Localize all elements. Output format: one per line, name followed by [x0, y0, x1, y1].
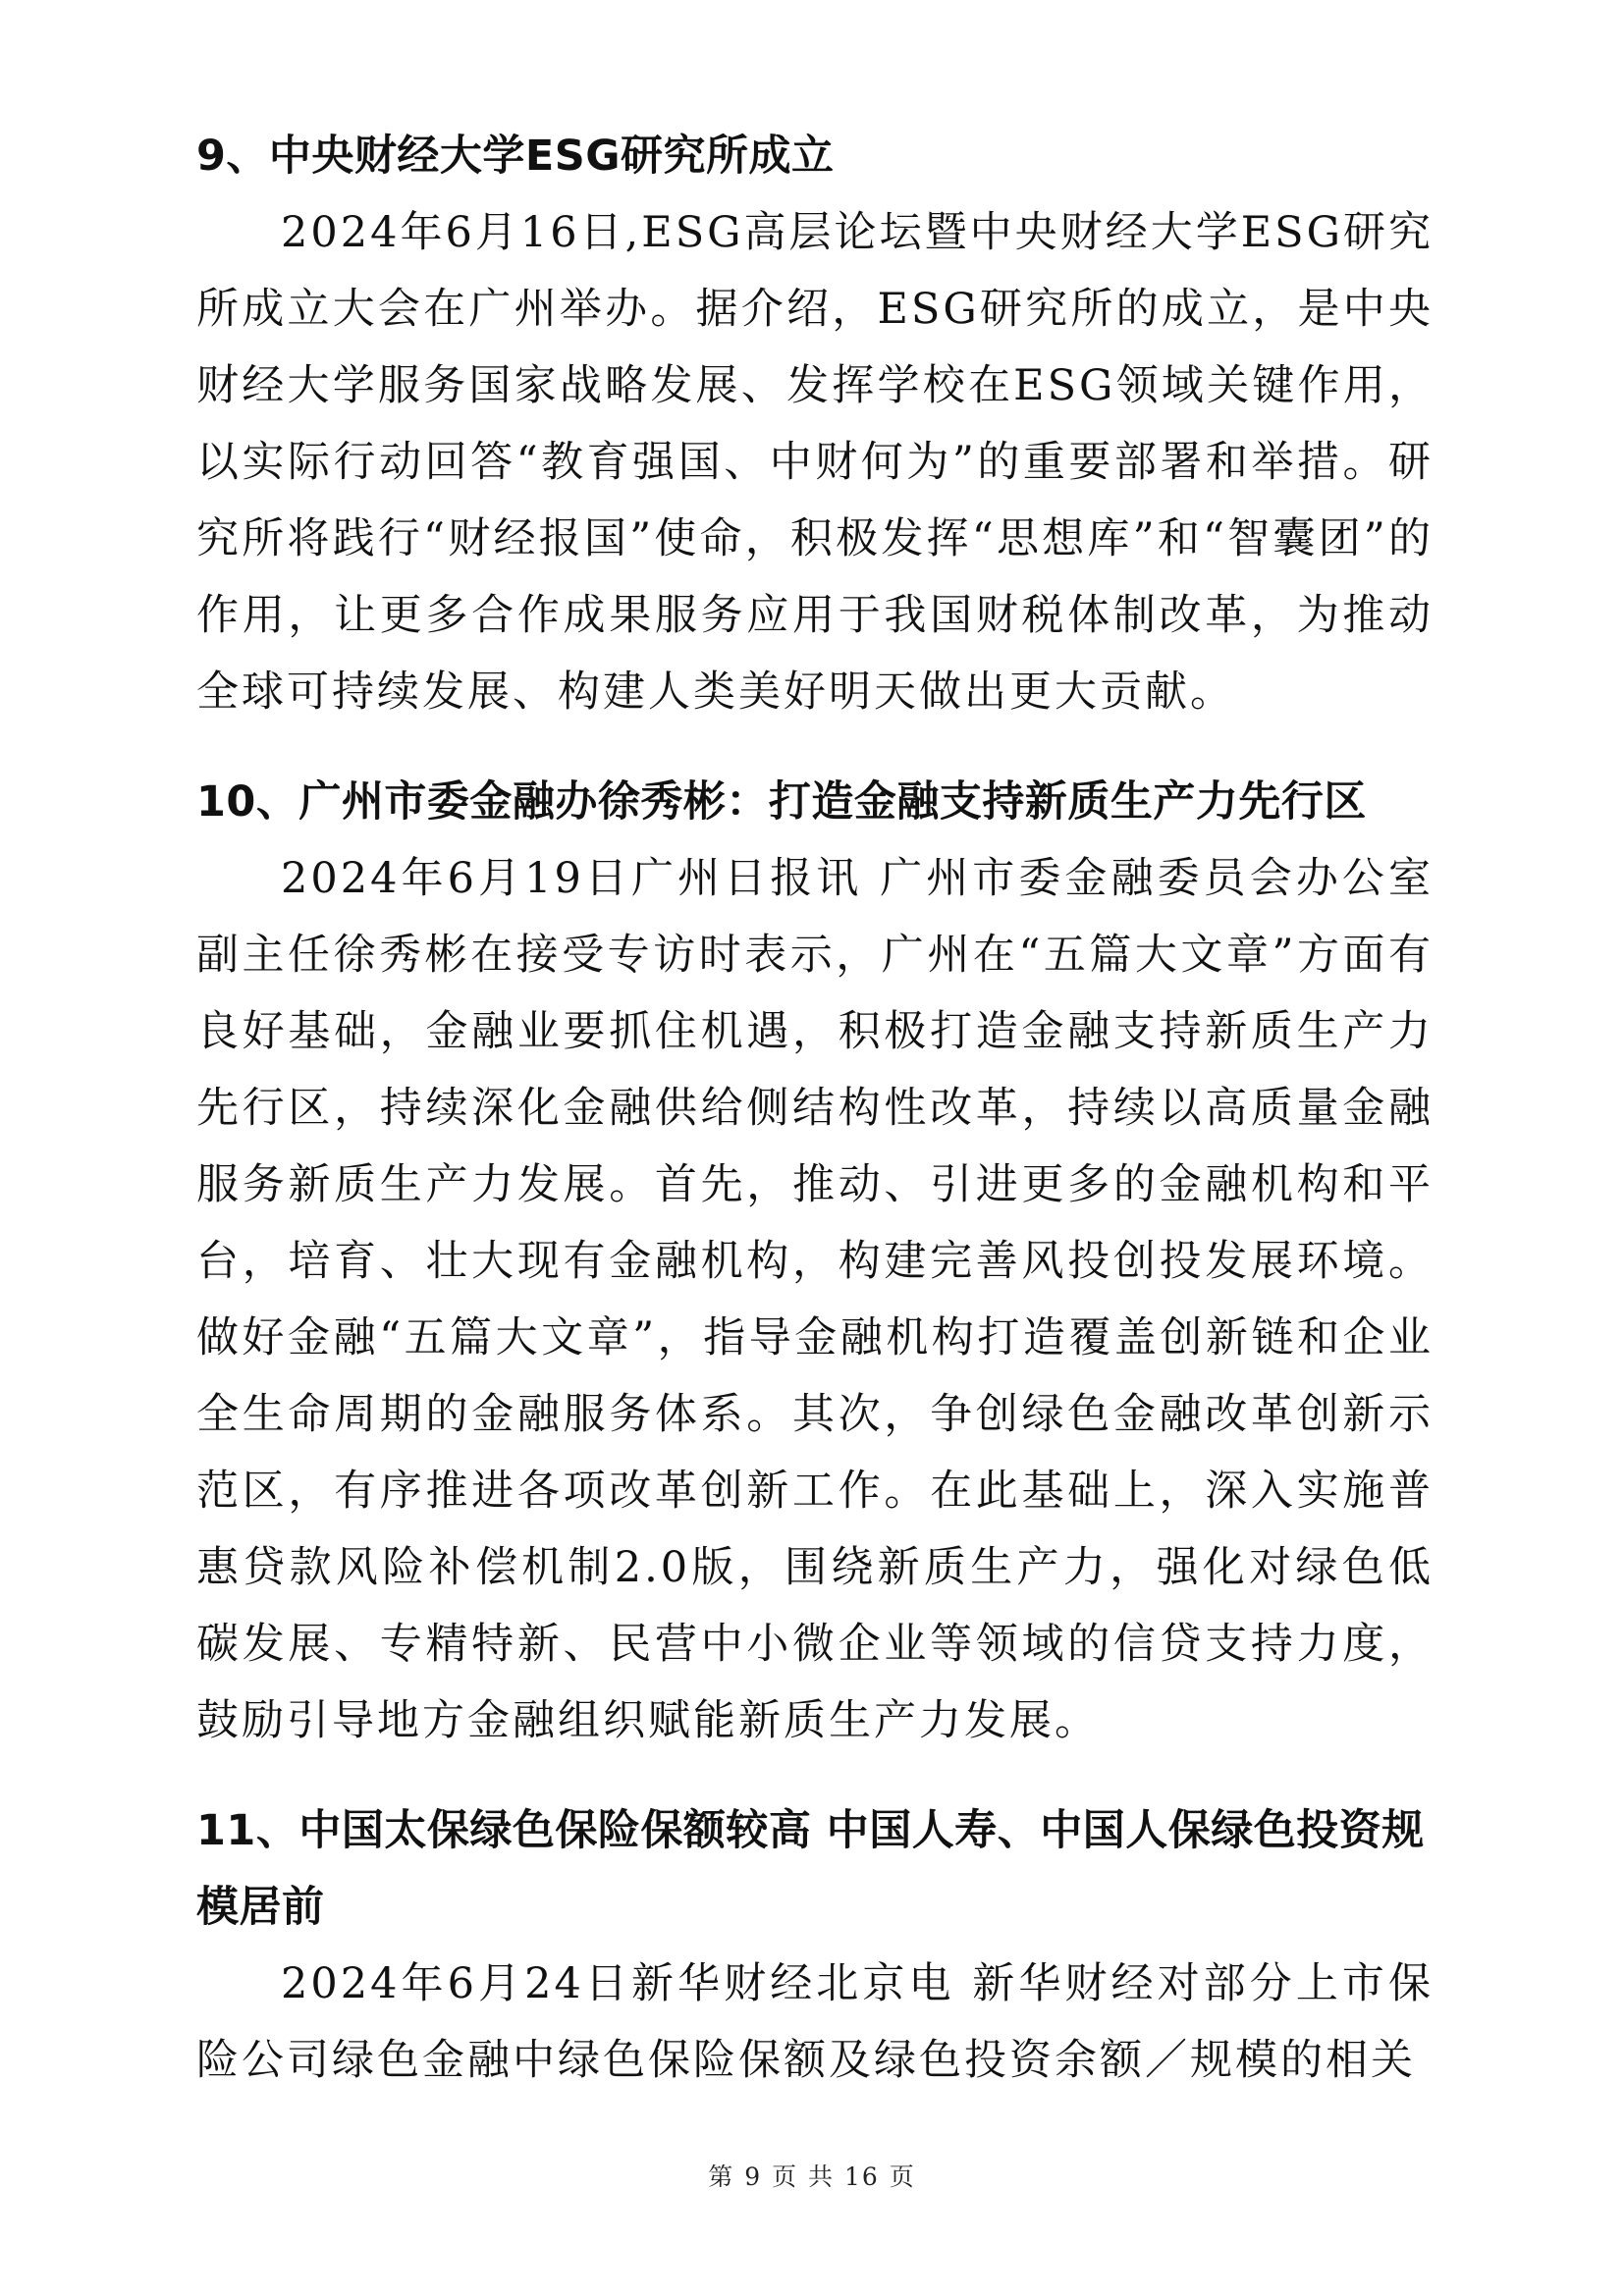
document-content — [196, 118, 1434, 2099]
section-body-10: 2024年6月19日广州日报讯 广州市委金融委员会办公室副主任徐秀彬在接受专访时表示，广州在“五篇大文章”方面有良好基础，金融业要抓住机遇，积极打造金融支持新质生产力先行区，持续深化金融供给侧结构性改革，持续以高质量金融服务新质生产力发展。首先，推动、引进更多的金融机构和平台，培育、壮大现有金融机构，构建完善风投创投发展环境。做好金融“五篇大文章”，指导金融机构打造覆盖创新链和企业全生命周期的金融服务体系。其次，争创绿色金融改革创新示范区，有序推进各项改革创新工作。在此基础上，深入实施普惠贷款风险补偿机制2.0版，围绕新质生产力，强化对绿色低碳发展、专精特新、民营中小微企业等领域的信贷支持力度，鼓励引导地方金融组织赋能新质生产力发展。 — [196, 854, 1434, 1745]
section-body-11: 2024年6月24日新华财经北京电 新华财经对部分上市保险公司绿色金融中绿色保险保额及绿色投资余额／规模的相关 — [196, 1959, 1434, 2085]
section-gap — [196, 1759, 1434, 1792]
section-heading-10: 10、广州市委金融办徐秀彬：打造金融支持新质生产力先行区 — [196, 777, 1367, 827]
section-heading-11: 11、中国太保绿色保险保额较高 中国人寿、中国人保绿色投资规模居前 — [196, 1806, 1425, 1932]
section-body-9: 2024年6月16日,ESG高层论坛暨中央财经大学ESG研究所成立大会在广州举办。据介绍，ESG研究所的成立，是中央财经大学服务国家战略发展、发挥学校在ESG领域关键作用，以实际行动回答“教育强国、中财何为”的重要部署和举措。研究所将践行“财经报国”使命，积极发挥“思想库”和“智囊团”的作用，让更多合作成果服务应用于我国财税体制改革，为推动全球可持续发展、构建人类美好明天做出更大贡献。 — [196, 208, 1434, 717]
section-gap — [196, 730, 1434, 764]
section-heading-9: 9、中央财经大学ESG研究所成立 — [196, 132, 835, 181]
page-number-footer: 第 9 页 共 16 页 — [708, 2163, 916, 2191]
